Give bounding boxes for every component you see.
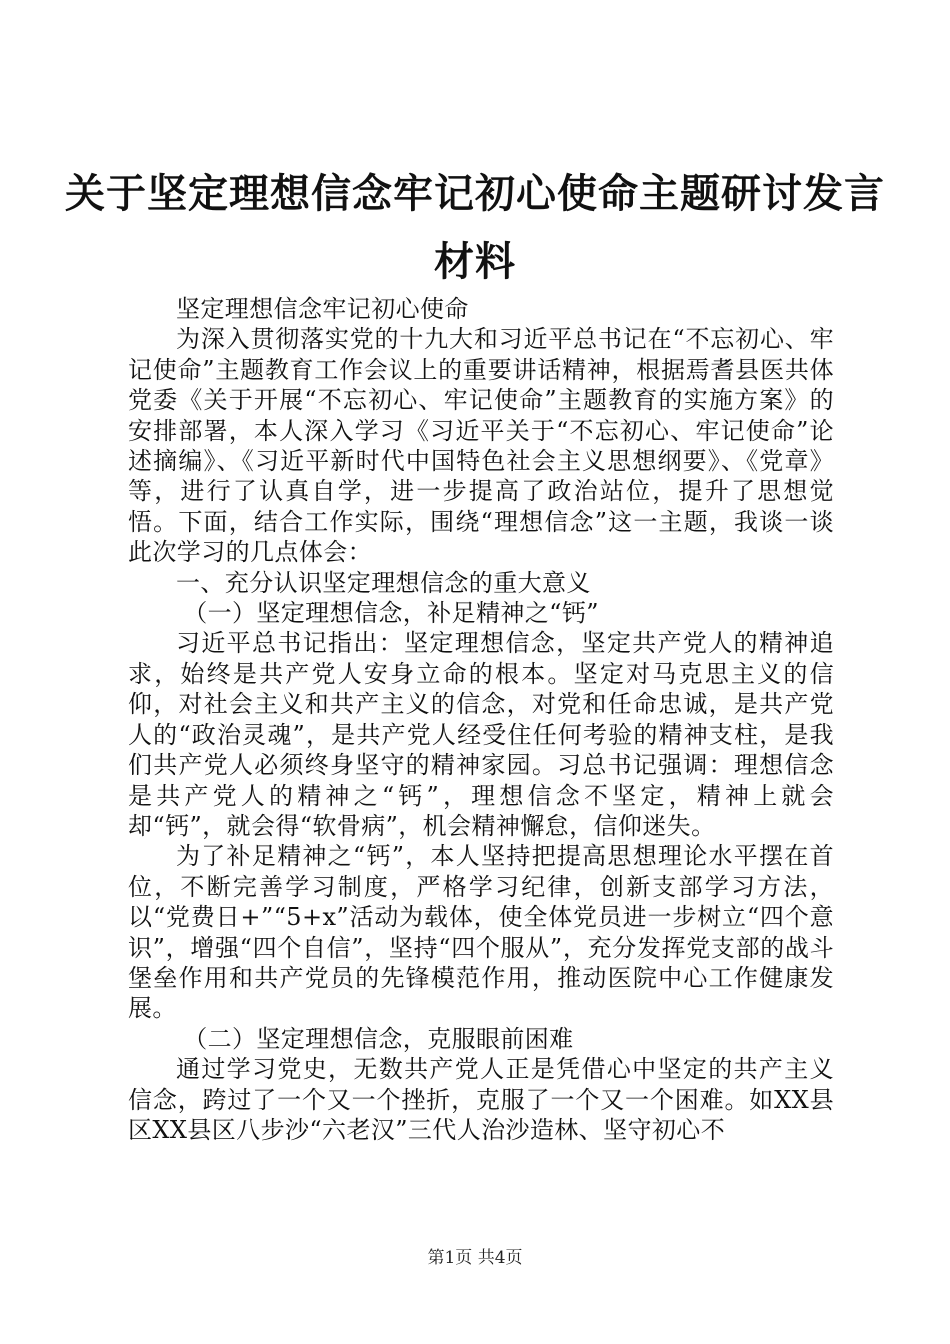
subtitle-paragraph: 坚定理想信念牢记初心使命	[176, 295, 469, 323]
subsection-heading: （二）坚定理想信念，克服眼前困难	[183, 1024, 574, 1053]
page-number: 第1页 共4页	[427, 1248, 523, 1268]
body-paragraph: 通过学习党史，无数共产党人正是凭借心中坚定的共产主义信念，跨过了一个又一个挫折，克服了一个又一个困难。如XX县区XX县区八步沙“六老汉”三代人治沙造林、坚守初心不	[128, 1055, 834, 1144]
subsection-heading: （一）坚定理想信念，补足精神之“钙”	[183, 599, 599, 628]
document-title: 关于坚定理想信念牢记初心使命主题研讨发言材料	[65, 170, 885, 285]
body-paragraph: 习近平总书记指出：坚定理想信念，坚定共产党人的精神追求，始终是共产党人安身立命的根本。坚定对马克思主义的信仰，对社会主义和共产主义的信念，对党和任命忠诚，是共产党人的“政治灵魂”，是共产党人经受住任何考验的精神支柱，是我们共产党人必须终身坚守的精神家园。习总书记强调：理想信念是共产党人的精神之“钙”，理想信念不坚定，精神上就会却“钙”，就会得“软骨病”，机会精神懈怠，信仰迷失。	[128, 629, 834, 840]
section-heading: 一、充分认识坚定理想信念的重大意义	[176, 568, 591, 597]
document-body	[128, 294, 834, 1145]
body-paragraph: 为了补足精神之“钙”，本人坚持把提高思想理论水平摆在首位，不断完善学习制度，严格学习纪律，创新支部学习方法，以“党费日+”“5+x”活动为载体，使全体党员进一步树立“四个意识”，增强“四个自信”，坚持“四个服从”，充分发挥党支部的战斗堡垒作用和共产党员的先锋模范作用，推动医院中心工作健康发展。	[128, 842, 834, 1023]
body-paragraph: 为深入贯彻落实党的十九大和习近平总书记在“不忘初心、牢记使命”主题教育工作会议上的重要讲话精神，根据焉耆县医共体党委《关于开展“不忘初心、牢记使命”主题教育的实施方案》的安排部署，本人深入学习《习近平关于“不忘初心、牢记使命”论述摘编》、《习近平新时代中国特色社会主义思想纲要》、《党章》等，进行了认真自学，进一步提高了政治站位，提升了思想觉悟。下面，结合工作实际，围绕“理想信念”这一主题，我谈一谈此次学习的几点体会：	[128, 325, 834, 567]
